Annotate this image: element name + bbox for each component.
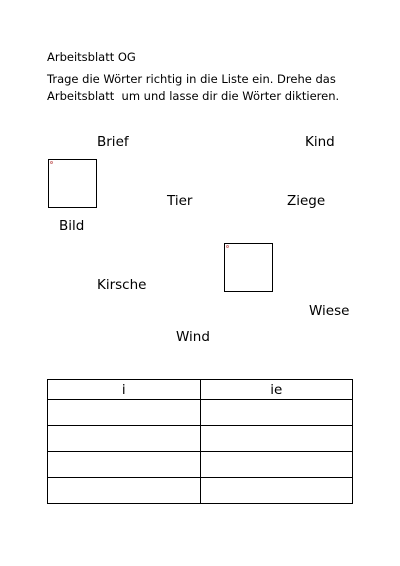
- table-row: [48, 400, 353, 426]
- instruction-line-2: Arbeitsblatt um und lasse dir die Wörter diktieren.: [47, 89, 340, 103]
- column-header-i: i: [48, 380, 201, 400]
- table-row: [48, 452, 353, 478]
- worksheet-instruction: [47, 71, 377, 105]
- table-row: [48, 478, 353, 504]
- picture-placeholder-icon: [226, 245, 229, 248]
- table-header-row: [48, 380, 353, 400]
- word-tier: Tier: [167, 193, 193, 209]
- word-kind: Kind: [305, 134, 335, 150]
- picture-box-2: [224, 243, 273, 292]
- table-cell[interactable]: [200, 452, 353, 478]
- picture-placeholder-icon: [50, 161, 53, 164]
- worksheet-title: Arbeitsblatt OG: [47, 50, 136, 64]
- word-brief: Brief: [97, 134, 129, 150]
- table-cell[interactable]: [200, 400, 353, 426]
- table-cell[interactable]: [48, 478, 201, 504]
- word-wind: Wind: [176, 329, 210, 345]
- table-cell[interactable]: [48, 426, 201, 452]
- instruction-line-1: Trage die Wörter richtig in die Liste ein. Drehe das: [47, 72, 336, 86]
- picture-box-1: [48, 159, 97, 208]
- word-bild: Bild: [59, 218, 85, 234]
- word-wiese: Wiese: [309, 303, 350, 319]
- table-cell[interactable]: [48, 452, 201, 478]
- table-cell[interactable]: [200, 478, 353, 504]
- word-ziege: Ziege: [287, 193, 326, 209]
- column-header-ie: ie: [200, 380, 353, 400]
- table-cell[interactable]: [200, 426, 353, 452]
- table-row: [48, 426, 353, 452]
- table-cell[interactable]: [48, 400, 201, 426]
- sorting-table: [47, 379, 353, 504]
- word-kirsche: Kirsche: [97, 277, 147, 293]
